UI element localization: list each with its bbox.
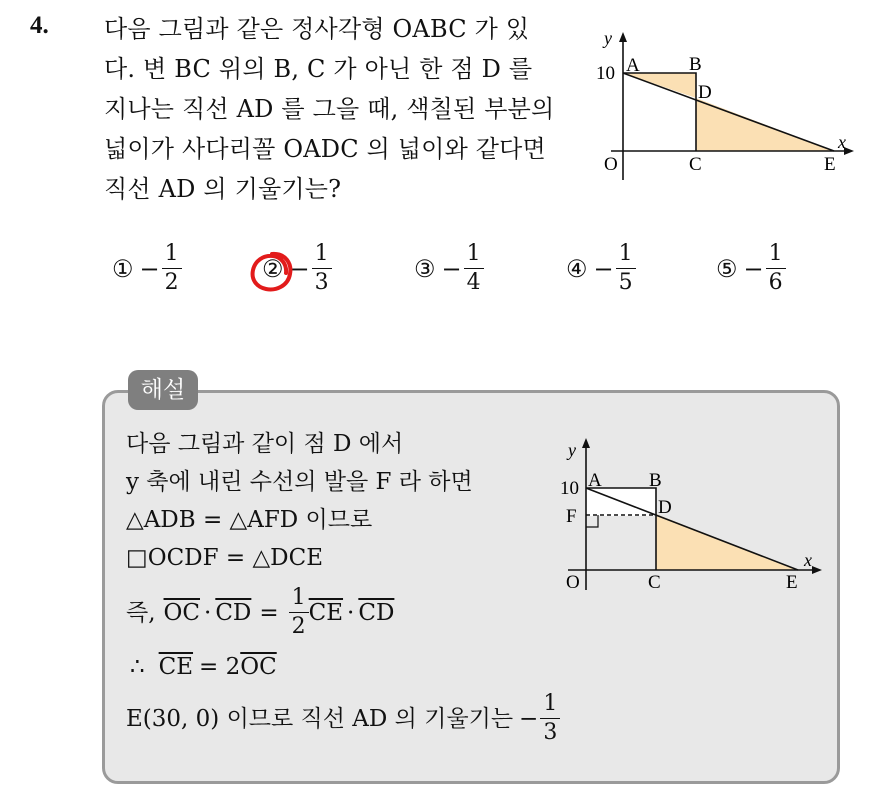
sol-label-x: x xyxy=(804,550,812,570)
segment-oc: $\overline{OC}$ xyxy=(163,599,200,626)
segment-oc-result: $\overline{OC}$ xyxy=(240,654,277,680)
label-O: O xyxy=(604,154,618,175)
choice-1-fraction xyxy=(162,240,182,297)
solution-figure xyxy=(548,430,838,595)
choice-1[interactable] xyxy=(112,240,182,297)
half-fraction xyxy=(289,584,309,641)
half-denominator: 2 xyxy=(291,614,306,639)
label-E: E xyxy=(824,154,836,175)
solution-line-2: y 축에 내린 수선의 발을 F 라 하면 xyxy=(126,469,473,495)
choice-3-numerator: 1 xyxy=(464,240,484,269)
segment-ce: $\overline{CE}$ xyxy=(308,599,344,626)
choice-5-number: ⑤ xyxy=(716,254,738,283)
choice-2-numerator: 1 xyxy=(312,240,332,269)
dot-operator: · xyxy=(204,599,212,626)
solution-line-7 xyxy=(126,690,560,747)
choice-2-number: ② xyxy=(262,254,284,283)
segment-cd-2: $\overline{CD}$ xyxy=(358,599,395,626)
segment-ce-result: $\overline{CE}$ xyxy=(158,654,194,680)
solution-line-3: △ADB = △AFD 이므로 xyxy=(126,507,373,533)
equals-sign: = xyxy=(259,599,279,626)
choice-3-fraction xyxy=(464,240,484,297)
line7-sign: − xyxy=(519,705,539,732)
label-C: C xyxy=(689,154,702,175)
choice-4-fraction xyxy=(616,240,636,297)
label-D: D xyxy=(698,82,712,103)
line5-prefix: 즉, xyxy=(126,599,156,626)
sol-label-C: C xyxy=(648,572,661,593)
label-B: B xyxy=(689,54,702,75)
sol-label-10: 10 xyxy=(560,478,579,499)
question-line-5: 직선 AD 의 기울기는? xyxy=(104,175,342,203)
sol-label-A: A xyxy=(588,470,602,491)
label-y: y xyxy=(604,28,612,48)
question-line-3: 지나는 직선 AD 를 그을 때, 색칠된 부분의 xyxy=(104,95,555,123)
choice-3-denominator: 4 xyxy=(466,270,481,295)
therefore-symbol: ∴ xyxy=(130,654,145,680)
solution-line-5 xyxy=(126,584,394,641)
line7-text: E(30, 0) 이므로 직선 AD 의 기울기는 xyxy=(126,705,514,732)
question-line-2: 다. 변 BC 위의 B, C 가 아닌 한 점 D 를 xyxy=(104,55,533,83)
selected-circle-mark xyxy=(246,248,298,296)
solution-line-6 xyxy=(130,648,277,686)
half-numerator: 1 xyxy=(289,584,309,613)
question-line-1: 다음 그림과 같은 정사각형 OABC 가 있 xyxy=(104,15,530,43)
choice-4[interactable] xyxy=(566,240,636,297)
choice-5-numerator: 1 xyxy=(766,240,786,269)
answer-denominator: 3 xyxy=(543,720,558,745)
dot-operator-2: · xyxy=(347,599,355,626)
solution-line-4: □OCDF = △DCE xyxy=(126,545,323,571)
choice-1-sign: − xyxy=(139,254,160,283)
choice-4-numerator: 1 xyxy=(616,240,636,269)
sol-label-E: E xyxy=(786,572,798,593)
solution-line-1: 다음 그림과 같이 점 D 에서 xyxy=(126,431,404,457)
question-figure xyxy=(586,18,866,183)
choice-4-denominator: 5 xyxy=(618,270,633,295)
choice-5-denominator: 6 xyxy=(768,270,783,295)
y-axis-arrow xyxy=(619,32,627,42)
label-x: x xyxy=(838,132,846,152)
answer-fraction xyxy=(540,690,560,747)
sol-label-D: D xyxy=(658,497,672,518)
sol-label-y: y xyxy=(568,440,576,460)
choice-3[interactable] xyxy=(414,240,484,297)
sol-label-F: F xyxy=(566,506,577,527)
question-number: 4. xyxy=(30,12,49,39)
label-A: A xyxy=(626,55,640,76)
choice-2-sign: − xyxy=(289,254,310,283)
segment-cd: $\overline{CD}$ xyxy=(215,599,252,626)
choice-5-fraction xyxy=(766,240,786,297)
choice-5-sign: − xyxy=(743,254,764,283)
right-angle-mark xyxy=(586,515,598,527)
choice-1-denominator: 2 xyxy=(164,270,179,295)
question-line-4: 넓이가 사다리꼴 OADC 의 넓이와 같다면 xyxy=(104,135,546,163)
solution-tag: 해설 xyxy=(128,370,198,410)
choice-3-sign: − xyxy=(441,254,462,283)
choice-5[interactable] xyxy=(716,240,786,297)
label-10: 10 xyxy=(596,63,615,84)
sol-label-O: O xyxy=(566,572,580,593)
answer-numerator: 1 xyxy=(540,690,560,719)
choice-2-fraction xyxy=(312,240,332,297)
choice-4-sign: − xyxy=(593,254,614,283)
solution-x-arrow xyxy=(812,566,822,574)
choice-4-number: ④ xyxy=(566,254,588,283)
sol-label-B: B xyxy=(649,470,662,491)
equals-two: = 2 xyxy=(199,654,241,680)
solution-y-arrow xyxy=(582,438,590,448)
choice-1-numerator: 1 xyxy=(162,240,182,269)
choice-3-number: ③ xyxy=(414,254,436,283)
choice-2-denominator: 3 xyxy=(314,270,329,295)
choice-1-number: ① xyxy=(112,254,134,283)
